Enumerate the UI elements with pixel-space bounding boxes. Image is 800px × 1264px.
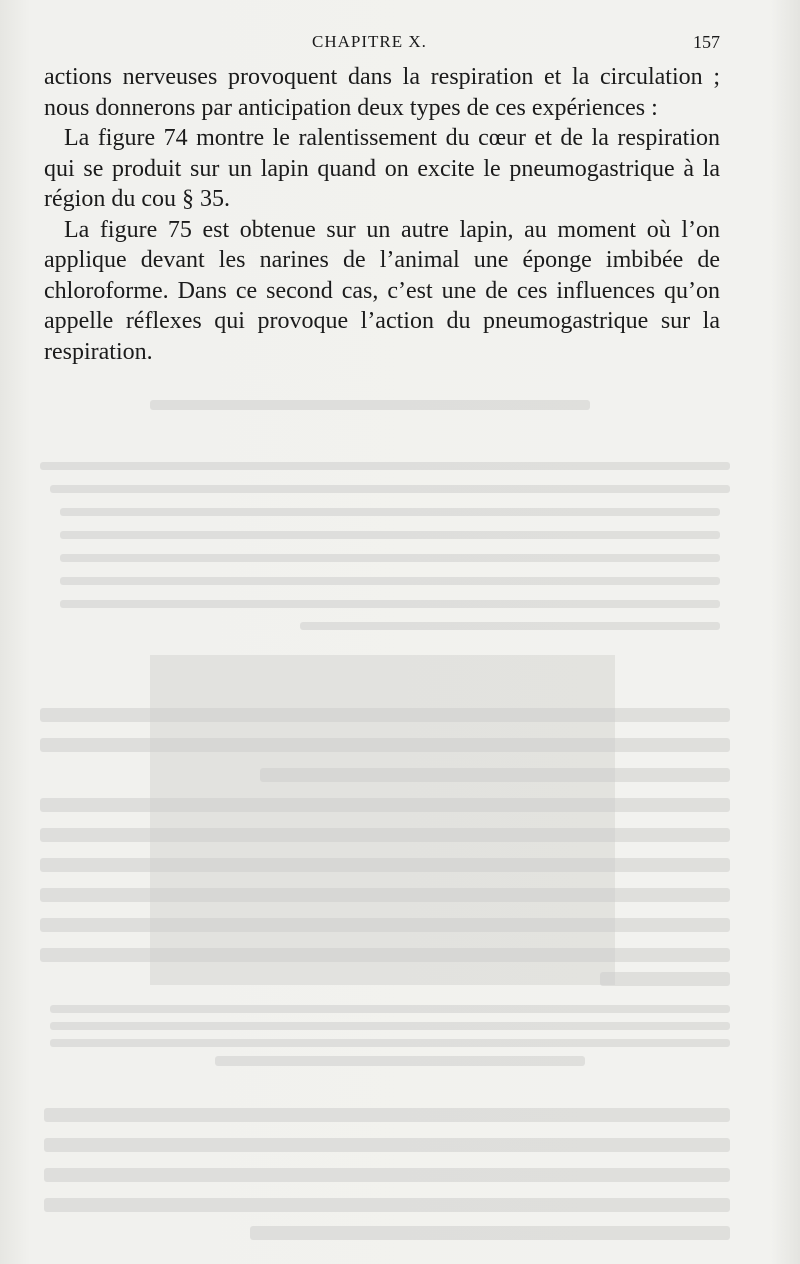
running-header [44, 32, 720, 60]
show-through-line [60, 508, 720, 516]
show-through-line [60, 577, 720, 585]
show-through-line [44, 1168, 730, 1182]
paragraph-figure-74: La figure 74 montre le ralentissement du cœur et de la respiration qui se produit sur un lapin quand on excite le pneumogastrique à la région du cou § 35. [44, 125, 720, 212]
show-through-line [50, 1005, 730, 1013]
page-number: 157 [693, 32, 720, 52]
show-through-line [40, 948, 730, 962]
show-through-line [40, 462, 730, 470]
show-through-line [600, 972, 730, 986]
show-through-line [40, 798, 730, 812]
show-through-line [215, 1056, 585, 1066]
show-through-line [50, 1039, 730, 1047]
show-through-line [44, 1138, 730, 1152]
show-through-line [40, 828, 730, 842]
paragraph-figure-75: La figure 75 est obtenue sur un autre lapin, au moment où l’on applique devant les narines de l’animal une éponge imbibée de chloroforme. Dans ce second cas, c’est une de ces influences qu’on appelle réflexes qui provoque l’action du pneumogastrique sur la respiration. [44, 216, 720, 365]
show-through-line [40, 888, 730, 902]
chapter-heading: CHAPITRE X. [312, 32, 427, 51]
show-through-line [300, 622, 720, 630]
show-through-line [50, 485, 730, 493]
show-through-line [44, 1198, 730, 1212]
body-text [44, 62, 720, 367]
paragraph-continuation: actions nerveuses provoquent dans la respiration et la circulation ; nous donnerons par anticipation deux types de ces expériences : [44, 64, 720, 121]
show-through-line [150, 400, 590, 410]
show-through-line [44, 1108, 730, 1122]
show-through-line [60, 554, 720, 562]
show-through-line [60, 600, 720, 608]
show-through-line [40, 858, 730, 872]
show-through-line [50, 1022, 730, 1030]
show-through-figure [150, 655, 615, 985]
show-through-line [60, 531, 720, 539]
show-through-line [40, 738, 730, 752]
show-through-line [40, 708, 730, 722]
show-through-line [250, 1226, 730, 1240]
show-through-line [260, 768, 730, 782]
show-through-line [40, 918, 730, 932]
